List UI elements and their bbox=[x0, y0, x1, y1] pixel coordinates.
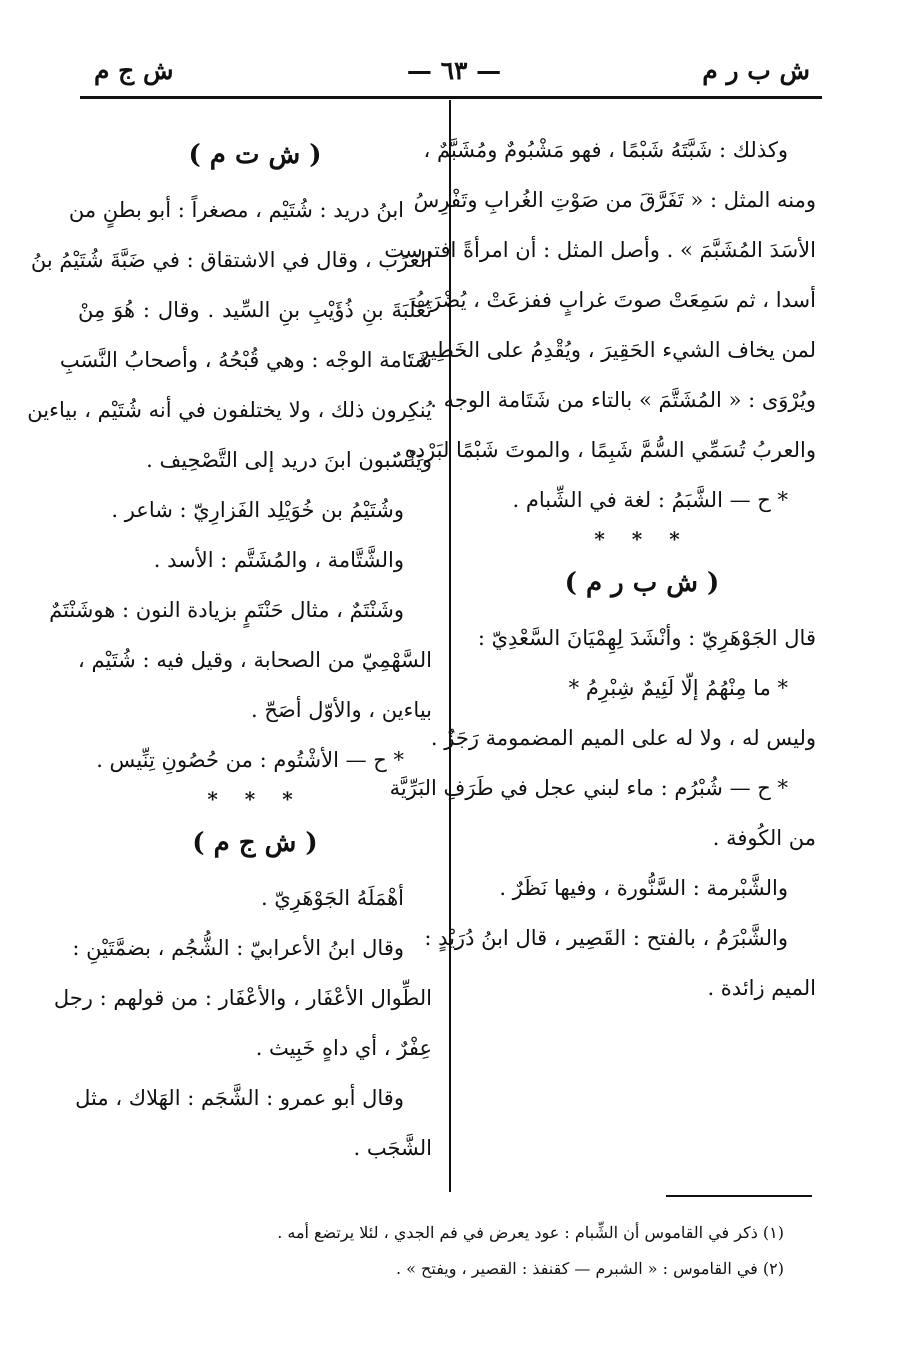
left-column-text-line: وشُتَيْمُ بن خُوَيْلِد الفَزارِيّ : شاعر . bbox=[111, 498, 404, 522]
right-column-text-line: والشَّبْرَمُ ، بالفتح : القَصِير ، قال ابنُ دُرَيْدٍ : bbox=[424, 926, 788, 950]
left-column-text-line: ابنُ دريد : شُتَيْم ، مصغراً : أبو بطنٍ من bbox=[68, 198, 404, 222]
left-column-text-line: العَرَب ، وقال في الاشتقاق : في ضَبَّةَ شُتَيْمُ بنُ bbox=[30, 248, 432, 272]
right-column-text-line: * ح — الشَّبَمُ : لغة في الشِّبام . bbox=[512, 488, 788, 512]
running-head-left: ش ج م bbox=[94, 56, 174, 85]
footnote-rule bbox=[666, 1195, 812, 1197]
right-column-text-line: أسدا ، ثم سَمِعَتْ صوتَ غرابٍ ففزعَتْ ، يُضْرَبُ bbox=[411, 288, 816, 312]
running-head bbox=[80, 50, 828, 94]
left-column-text-line: الطِّوال الأعْفَار ، والأعْفَار : من قولهم : رجل bbox=[53, 986, 432, 1010]
right-column-text-line: والعربُ تُسَمِّي السُّمَّ شَبِمًا ، والموتَ شَبْمًا لبَرْدِهِ . bbox=[391, 438, 816, 462]
right-column-entry-heading: ( ش ب ر م ) bbox=[564, 568, 720, 598]
footnote-2: (٢) في القاموس : « الشبرم — كقنفذ : القصير ، ويفتح » . bbox=[395, 1259, 784, 1278]
left-column-text-line: والشَّتَّامة ، والمُشَتَّم : الأسد . bbox=[153, 548, 404, 572]
right-column-text-line: ويُرْوَى : « المُشَتَّمَ » بالتاء من شَتَامة الوجه . bbox=[430, 388, 816, 412]
footnote-1: (١) ذكر في القاموس أن الشِّبام : عود يعرض في فم الجدي ، لئلا يرتضع أمه . bbox=[277, 1223, 784, 1242]
left-column bbox=[27, 125, 432, 1180]
left-column-text-line: * ح — الأشْتُوم : من حُصُونِ تِنِّيس . bbox=[96, 748, 404, 772]
right-column-text-line: الأسَدَ المُشَبَّمَ » . وأصل المثل : أن امرأةً افترست bbox=[384, 238, 816, 262]
left-column-entry-heading: ( ش ت م ) bbox=[188, 140, 322, 170]
left-column-text-line: شَتَامة الوجْه : وهي قُبْحُهُ ، وأصحابُ النَّسَبِ bbox=[59, 348, 432, 372]
left-column-text-line: عِفْرٌ ، أي داهٍ خَبِيث . bbox=[255, 1036, 432, 1060]
right-column-text-line: والشَّبْرمة : السَّنُّورة ، وفيها نَظَرٌ . bbox=[499, 876, 788, 900]
left-column-text-line: بياءين ، والأوّل أصَحّ . bbox=[250, 698, 432, 722]
left-column-text-line: السَّهْمِيّ من الصحابة ، وقيل فيه : شُتَيْم ، bbox=[78, 648, 432, 672]
right-column-text-line: وكذلك : شَبَّتَهُ شَبْمًا ، فهو مَشْبُومٌ ومُشَبَّمٌ ، bbox=[423, 138, 788, 162]
left-column-text-line: أهْمَلَهُ الجَوْهَرِيّ . bbox=[260, 886, 404, 910]
right-column-text-line: قال الجَوْهَرِيّ : وأنْشَدَ لِهِمْيَانَ السَّعْدِيّ : bbox=[477, 626, 816, 650]
running-head-right: ش ب ر م bbox=[702, 56, 810, 85]
right-column-text-line: لمن يخاف الشيء الحَقِيرَ ، ويُقْدِمُ على الخَطِيرِ . bbox=[405, 338, 816, 362]
right-column-section-separator: * * * bbox=[594, 527, 690, 551]
right-column-text-line: وليس له ، ولا له على الميم المضمومة رَجَزٌ . bbox=[430, 726, 816, 750]
right-column-text-line: ومنه المثل : « تَفَرَّقَ من صَوْتِ الغُرابِ وتَفْرِسُ bbox=[413, 188, 816, 212]
footnotes bbox=[164, 1215, 784, 1287]
page-number: — ٦٣ — bbox=[406, 56, 502, 85]
left-column-entry-heading: ( ش ج م ) bbox=[192, 828, 318, 858]
left-column-text-line: وشَنْتَمٌ ، مثال حَنْتَمٍ بزيادة النون : هوشَنْتَمٌ bbox=[49, 598, 404, 622]
left-column-text-line: ثَعْلَبَةَ بنِ ذُؤَيْبِ بنِ السِّيد . وقال : هُوَ مِنْ bbox=[78, 298, 432, 322]
left-column-text-line: الشَّجَب . bbox=[353, 1136, 432, 1160]
right-column-text-line: من الكُوفة . bbox=[712, 826, 816, 850]
right-column-text-line: * ح — شُبْرُم : ماء لبني عجل في طَرَفِ البَرِّيَّة bbox=[389, 776, 788, 800]
right-column-text-line: الميم زائدة . bbox=[707, 976, 816, 1000]
left-column-text-line: ويَنْسُبون ابنَ دريد إلى التَّصْحِيف . bbox=[146, 448, 432, 472]
header-rule bbox=[80, 96, 822, 99]
left-column-text-line: وقال ابنُ الأعرابيّ : الشُّجُم ، بضمَّتَيْنِ : bbox=[72, 936, 404, 960]
left-column-section-separator: * * * bbox=[207, 787, 303, 811]
left-column-text-line: يُنكِرون ذلك ، ولا يختلفون في أنه شُتَيْم ، بياءين bbox=[27, 398, 432, 422]
right-column-text-line: * ما مِنْهُمُ إلّا لَئِيمٌ شِبْرِمُ * bbox=[568, 676, 788, 700]
left-column-text-line: وقال أبو عمرو : الشَّجَم : الهَلاك ، مثل bbox=[75, 1086, 404, 1110]
